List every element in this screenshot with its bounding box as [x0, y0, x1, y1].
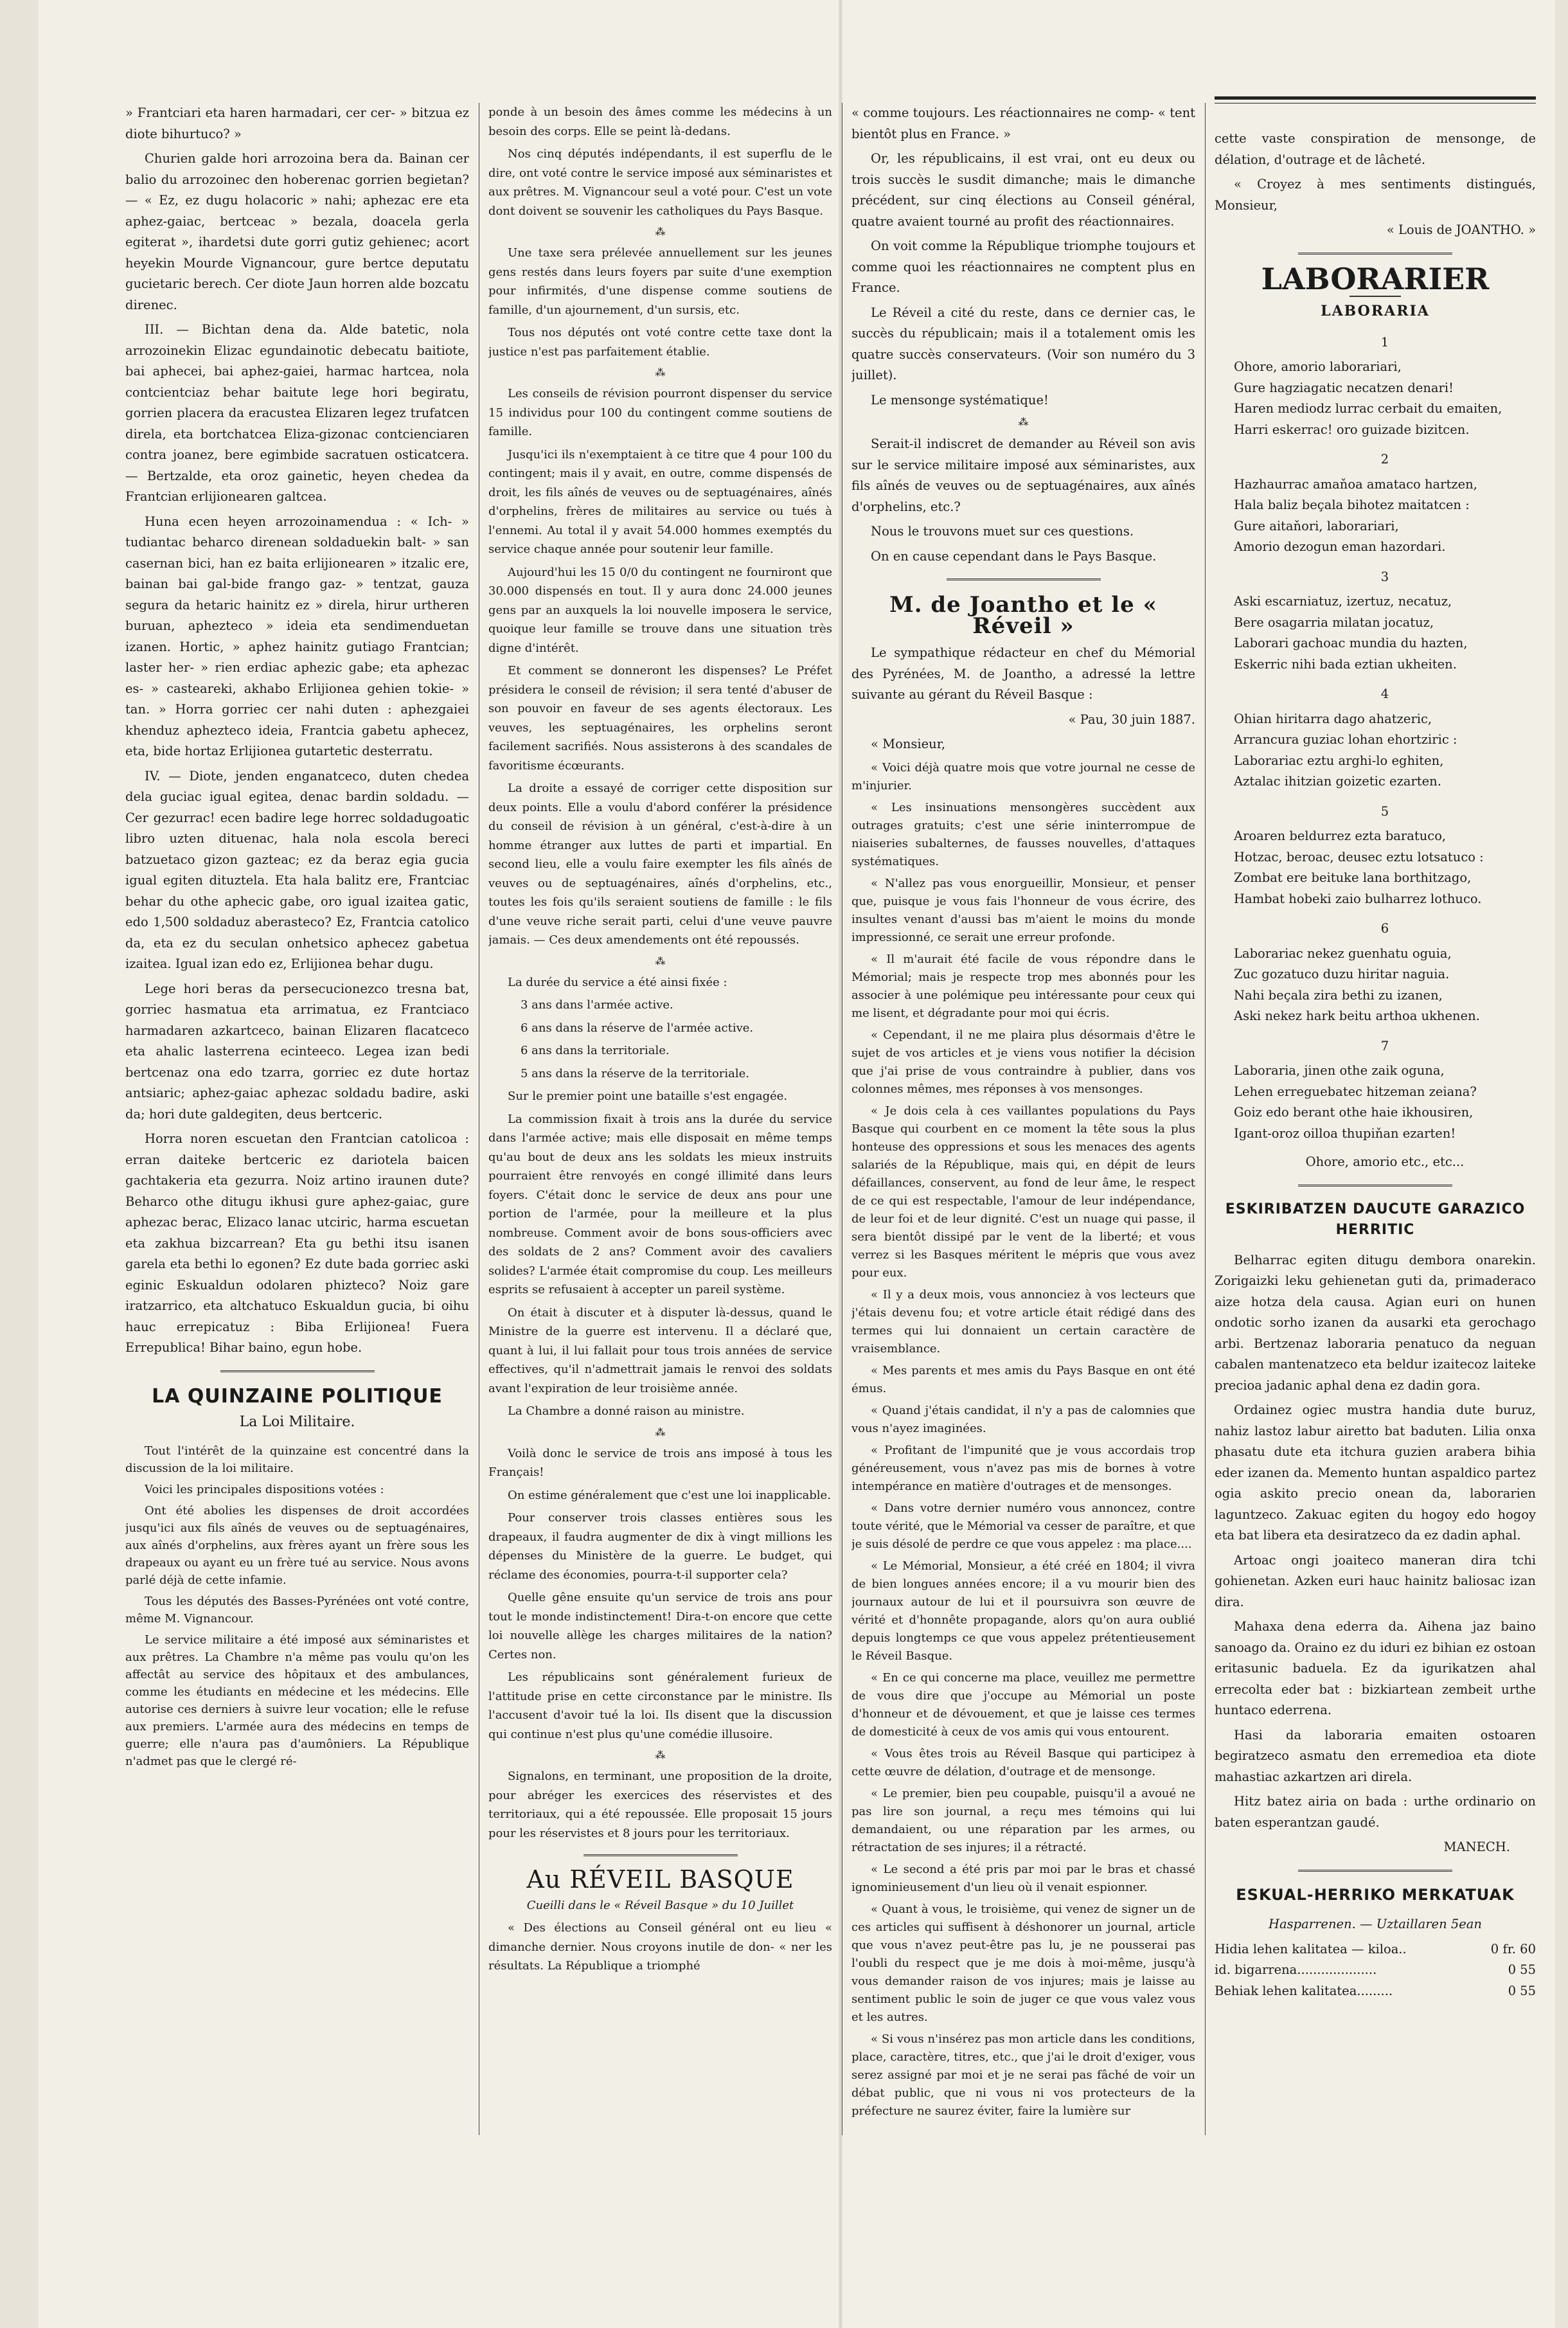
paragraph: Hitz batez airia on bada : urthe ordinario on baten esperantzan gaudé. [1215, 1794, 1536, 1830]
paragraph: Signalons, en terminant, une proposition de la droite, pour abréger les exercices des réservistes et des territoriaux, qui a été repoussée. Elle proposait 15 jours pour les réservistes et 8 jours pour les territoriaux. [488, 1769, 832, 1840]
paragraph: « Croyez à mes sentiments distingués, Monsieur, [1215, 177, 1536, 213]
paragraph: Horra noren escuetan den Frantcian catolicoa : erran daiteke bertceric ez dariotela baicen gachtakeria eta gezurra. Noiz artino iraunen dute? Beharco othe ditugu ikhusi gure aphez-gaiac, gure aphezac berac, Elizaco lanac utciric, harma escuetan eta zakhua bizcarrean? Eta gu bethi itsu isanen garela eta bethi lo egonen? Ez dute bada gorriec aski eginic Eskualdun odolaren phizteco? Noiz gare iratzarrico, eta altchatuco Eskualdun gucia, bi oihu hauc errepicatuz : Biba Erlijionea! Fuera Errepublica! Bihar baino, egun hobe. [125, 1131, 469, 1355]
verse-line: Aztalac ihitzian goizetic ezarten. [1234, 774, 1441, 789]
letter-paragraph: « Cependant, il ne me plaira plus désormais d'être le sujet de vos articles et je viens vous notifier la décision que j'ai prise de vous contraindre à publier, dans vos colonnes mêmes, mes réponses à vos mensonges. [851, 1028, 1195, 1096]
market-row [1215, 1981, 1536, 2002]
letter-paragraph: « Mes parents et mes amis du Pays Basque en ont été émus. [851, 1363, 1195, 1395]
top-rule [1215, 96, 1536, 100]
duration-item: 6 ans dans la réserve de l'armée active. [521, 1021, 754, 1035]
letter-salutation: « Monsieur, [871, 737, 946, 751]
verse-line: Zombat ere beituke lana borthitzago, [1234, 870, 1472, 885]
paragraph: Sur le premier point une bataille s'est engagée. [508, 1089, 788, 1103]
separator-stars: ⁂ [655, 1749, 666, 1761]
paragraph: Mahaxa dena ederra da. Aihena jaz baino sanoago da. Oraino ez du iduri ez bihian ez ostoan eritasunic baduela. Ez da igurikatzen ahal errecolta eder bat : bizkiartean zembeit urthe huntaco ederrena. [1215, 1619, 1536, 1717]
verse-line: Nahi beçala zira bethi zu izanen, [1234, 987, 1443, 1003]
letter-paragraph: « Il m'aurait été facile de vous répondre dans le Mémorial; mais je respecte trop mes abonnés pour les associer à une polémique peu intéressante pour ceux qui me lisent, et dégradante pour moi qui écris. [851, 952, 1195, 1020]
market-row [1215, 1960, 1536, 1981]
separator-stars: ⁂ [655, 954, 666, 967]
market-row [1215, 1939, 1536, 1960]
section-rule [220, 1370, 375, 1374]
paragraph: cette vaste conspiration de mensonge, de délation, d'outrage et de lâcheté. [1215, 131, 1536, 167]
verse-line: Bere osagarria milatan jocatuz, [1234, 614, 1434, 630]
letter-paragraph: « Les insinuations mensongères succèdent aux outrages gratuits; c'est une série ininterrompue de niaiseries subalternes, de fausses nouvelles, d'attaques systématiques. [851, 800, 1195, 868]
paragraph: Nos cinq députés indépendants, il est superflu de le dire, ont voté contre le service imposé aux séminaristes et aux prêtres. M. Vignancour seul a voté pour. C'est un vote dont doivent se souvenir les catholiques du Pays Basque. [488, 147, 832, 218]
verse-line: Laboraria, jinen othe zaik oguna, [1234, 1063, 1445, 1078]
paragraph: Pour conserver trois classes entières sous les drapeaux, il faudra augmenter de dix à vingt millions les dépenses du Ministère de la guerre. Le budget, qui réclame des économies, pourra-t-il supporter cela? [488, 1511, 832, 1582]
verse-line: Amorio dezogun eman hazordari. [1234, 539, 1446, 554]
verse-line: Gure aitaňori, laborariari, [1234, 518, 1399, 533]
letter-paragraph: « En ce qui concerne ma place, veuillez me permettre de vous dire que j'occupe au Mémorial un poste d'honneur et de dévouement, et que je laisse ces termes de domesticité à ceux de vos amis qui vous entourent. [851, 1670, 1195, 1739]
letter-paragraph: « Le premier, bien peu coupable, puisqu'il a avoué ne pas lire son journal, a reçu mes témoins qui lui demandaient, ou une réparation par les armes, ou rétractation de ses injures; il a rétracté. [851, 1786, 1195, 1854]
signature: MANECH. [1443, 1840, 1510, 1854]
stanza-number: 5 [1380, 803, 1389, 819]
column-1 [125, 103, 469, 2135]
letter-paragraph: « Voici déjà quatre mois que votre journal ne cesse de m'injurier. [851, 760, 1195, 792]
verse-line: Arrancura guziac lohan ehortziric : [1234, 732, 1457, 747]
letter-paragraph: « Dans votre dernier numéro vous annoncez, contre toute vérité, que le Mémorial va cesser de paraître, et que je suis désolé de perdre ce que vous appelez : ma place.... [851, 1501, 1195, 1551]
paragraph: Tous les députés des Basses-Pyrénées ont voté contre, même M. Vignancour. [125, 1594, 469, 1625]
letter-paragraph: « N'allez pas vous enorgueillir, Monsieur, et penser que, puisque je vous fais l'honneur de vous écrire, des insultes venant d'aussi bas m'aient le moins du monde impressionné, ce serait une erreur profonde. [851, 876, 1195, 944]
column-3 [851, 103, 1195, 2135]
paragraph: La Chambre a donné raison au ministre. [508, 1404, 745, 1418]
section-heading: M. de Joantho et le « Réveil » [889, 592, 1157, 639]
paragraph: On voit comme la République triomphe toujours et comme quoi les réactionnaires ne comptent plus en France. [851, 238, 1195, 295]
column-2 [488, 103, 832, 2135]
market-item: Behiak lehen kalitatea......... [1215, 1983, 1393, 1998]
verse-line: Hala baliz beçala bihotez maitatcen : [1234, 497, 1470, 512]
market-price: 0 55 [1508, 1983, 1536, 1998]
paragraph: Jusqu'ici ils n'exemptaient à ce titre que 4 pour 100 du contingent; mais il y avait, en outre, comme dispensés de droit, les fils aînés de veuves ou de septuagénaires, aînés d'orphelins, frères de militaires au service ou tués à l'ennemi. Au total il y avait 54.000 hommes exemptés du service chaque année pour soutenir leur famille. [488, 447, 832, 556]
section-heading: Au RÉVEIL BASQUE [526, 1865, 794, 1894]
market-price: 0 55 [1508, 1962, 1536, 1977]
paragraph: « comme toujours. Les réactionnaires ne comp- « tent bientôt plus en France. » [851, 105, 1195, 141]
verse-line: Gure hagziagatic necatzen denari! [1234, 380, 1454, 395]
letter-paragraph: « Quand j'étais candidat, il n'y a pas de calomnies que vous n'ayez imaginées. [851, 1403, 1195, 1435]
separator-stars: ⁂ [1018, 416, 1029, 428]
letter-paragraph: « Je dois cela à ces vaillantes populations du Pays Basque qui courbent en ce moment la tête sous la plus honteuse des oppressions et sous les menaces des agents salariés de la République, mais qui, en dépit de leurs défaillances, conservent, au fond de leur âme, le respect de ce qui est respectable, l'amour de leur indépendance, de leur foi et de leur dignité. C'est un nuage qui passe, il sera bientôt dissipé par le vent de la liberté; et vous verrez si les Basques méritent le mépris que vous avez pour eux. [851, 1104, 1195, 1280]
verse-line: Harri eskerrac! oro guizade bizitcen. [1234, 422, 1470, 437]
letter-paragraph: « Profitant de l'impunité que je vous accordais trop généreusement, vous n'avez pas mis de bornes à votre intempérance en matière d'outrages et de mensonges. [851, 1443, 1195, 1493]
letter-paragraph: « Vous êtes trois au Réveil Basque qui participez à cette œuvre de délation, d'outrage et de mensonge. [851, 1746, 1195, 1778]
paragraph: III. — Bichtan dena da. Alde batetic, nola arrozoinekin Elizac egundainotic debecatu baitiote, bai aphecei, bai aphez-gaiei, harmac hartcea, nola contcientciaz behar baitute lege hori begiratu, gorrien placera da eracustea Elizaren legez trufatcen direla, eta bortchatcea Eliza-gizonac contcienciaren contra joanez, bere egimbide sacratuen osticatcera. — Bertzalde, eta oroz gainetic, heyen chedea da Frantcian erlijionearen galtcea. [125, 322, 469, 504]
verse-line: Laborariac eztu arghi-lo eghiten, [1234, 753, 1444, 768]
stanza-number: 1 [1380, 334, 1389, 350]
section-heading: LABORARIER [1261, 261, 1490, 296]
paragraph: Churien galde hori arrozoina bera da. Bainan cer balio du arrozoinec den hoberenac gorrien begietan? — « Ez, ez dugu holacoric » nahi; aphezac ere eta aphez-gaiac, bertceac » bezala, doacela gerla egiterat », ihardetsi dute gorri gutiz gehienec; acort heyekin Mourde Vignancour, gure bertce deputatu gucietaric berech. Cer diote Jaun horren alde bozcatu direnec. [125, 151, 469, 312]
letter-signature: « Louis de JOANTHO. » [1386, 222, 1536, 237]
paragraph: La droite a essayé de corriger cette disposition sur deux points. Elle a voulu d'abord conférer la présidence du conseil de révision à un général, c'est-à-dire à un homme étranger aux luttes de parti et impartial. En second lieu, elle a voulu faire exempter les fils aînés de veuves ou de septuagénaires, aînés d'orphelins, etc., toutes les fois qu'ils seraient soutiens de famille : le fils d'une veuve riche serait parti, celui d'une veuve pauvre jamais. — Ces deux amendements ont été repoussés. [488, 782, 832, 947]
paragraph: Tout l'intérêt de la quinzaine est concentré dans la discussion de la loi militaire. [125, 1444, 469, 1475]
verse-line: Laborariac nekez guenhatu oguia, [1234, 945, 1452, 961]
section-heading: ESKUAL-HERRIKO MERKATUAK [1236, 1885, 1515, 1904]
separator-stars: ⁂ [655, 226, 666, 238]
section-rule [1298, 1185, 1452, 1188]
paragraph: Hasi da laboraria emaiten ostoaren begiratzeco asmatu den erremedioa eta diote mahastiac azkartzen ari direla. [1215, 1727, 1536, 1784]
paragraph: Quelle gêne ensuite qu'un service de trois ans pour tout le monde indistinctement! Dira-t-on encore que cette loi nouvelle allège les charges militaires de la nation? Certes non. [488, 1591, 832, 1661]
paragraph: Belharrac egiten ditugu dembora onarekin. Zorigaizki leku gehienetan guti da, primaderaco aize hotza dela causa. Agian euri on hunen ondotic sorho izanen da ausarki eta gerochago arbi. Bertzenaz laboraria penatuco da neguan cabalen mantenatzeco eta beldur izaitecoz laiteke precioa jadanic aphal dena ez dadin gora. [1215, 1252, 1536, 1393]
section-rule [947, 578, 1101, 582]
market-item: id. bigarrena.................... [1215, 1962, 1377, 1977]
paragraph: ponde à un besoin des âmes comme les médecins à un besoin des corps. Elle se peint là-dedans. [488, 105, 832, 138]
paragraph: Les républicains sont généralement furieux de l'attitude prise en cette circonstance par le ministre. Ils l'accusent d'avoir tué la loi. Ils disent que la discussion qui continue n'est plus qu'une comédie illusoire. [488, 1670, 832, 1741]
verse-line: Aroaren beldurrez ezta baratuco, [1234, 828, 1447, 843]
paragraph: Huna ecen heyen arrozoinamendua : « Ich- » tudiantac beharco direnean soldaduekin balt- » san casernan bici, han ez baita erlijionearen » itzalic ere, bainan bai gal-bide frango gaz- » tentzat, gauza segura da hetaric hainitz ez » direla, hirur urtheren buruan, aphezteco » ideia eta sendimenduetan izanen. Hortic, » aphez hainitz gutiago Frantcian; laster her- » rien erdiac aphezic gabe; eta aphezac es- » casteareki, akhabo Erlijionea gehien tokie- » tan. » Horra gorriec cer nahi duten : aphezgaiei khenduz aphezteco ideia, Frantcia gabetu aphecez, eta, bide hortaz Erlijionea gutartetic desterratu. [125, 514, 469, 758]
letter-paragraph: « Le Mémorial, Monsieur, a été créé en 1804; il vivra de bien longues années encore; il a vu mourir bien des journaux autour de lui et il poursuivra son œuvre de vérité et d'honnête propagande, alors qu'on aura oublié depuis longtemps ce que vous appelez prétentieusement le Réveil Basque. [851, 1559, 1195, 1663]
verse-line: Ohore, amorio etc., etc... [1305, 1154, 1465, 1169]
paragraph: IV. — Diote, jenden enganatceco, duten chedea dela guciac igual egitea, denac bardin soldadu. — Cer gezurrac! ecen badire lege horrec soldadugoatic libro uzten dituenac, hala nola escola bereci batzuetaco gizon gazteac; ez da beraz egia gucia igual egiten dituztela. Eta hala balitz ere, Frantciac behar du othe aphecic gabe, oro igual izaitea gatic, edo 1,500 soldaduz aberasteco? Ez, Frantcia catolico da, eta ez du seculan onhetsico aphecez gabetua izaitea. Igual izan edo ez, Erlijionea behar dugu. [125, 768, 469, 971]
paragraph: La durée du service a été ainsi fixée : [508, 975, 727, 989]
duration-item: 6 ans dans la territoriale. [521, 1044, 670, 1057]
paragraph: Le service militaire a été imposé aux séminaristes et aux prêtres. La Chambre n'a même pas voulu qu'on les affectât au service des hôpitaux et des ambulances, comme les étudiants en médecine et les médecins. Elle autorise ces derniers à suivre leur vocation; elle le refuse aux premiers. L'armée aura des médecins en temps de guerre; elle n'aura pas d'aumôniers. La République n'admet pas que le clergé ré- [125, 1633, 469, 1768]
verse-line: Zuc gozatuco duzu hiritar naguia. [1234, 967, 1450, 981]
verse-line: Haren mediodz lurrac cerbait du emaiten, [1234, 401, 1502, 416]
paragraph: Et comment se donneront les dispenses? Le Préfet présidera le conseil de révision; il sera tenté d'abuser de son pouvoir en faveur de ses agents électoraux. Les veuves, les septuagénaires, les orphelins seront facilement sacrifiés. Nous assisterons à des scandales de favoritisme écœurants. [488, 664, 832, 773]
verse-line: Hambat hobeki zaio bulharrez lothuco. [1234, 891, 1482, 906]
market-item: Hidia lehen kalitatea — kiloa.. [1215, 1941, 1407, 1956]
paragraph: Ont été abolies les dispenses de droit accordées jusqu'ici aux fils aînés de veuves ou de septuagénaires, aux aînés d'orphelins, aux frères ayant un frère sous les drapeaux ou ayant eu un frère tué au service. Nous avons parlé déjà de cette infamie. [125, 1503, 469, 1587]
section-heading: LA QUINZAINE POLITIQUE [152, 1384, 443, 1408]
letter-paragraph: « Il y a deux mois, vous annonciez à vos lecteurs que j'étais devenu fou; et votre article était rédigé dans des termes qui lui donnaient un certain caractère de vraisemblance. [851, 1287, 1195, 1356]
column-rule [1205, 103, 1206, 2135]
newspaper-page [39, 0, 1555, 2328]
verse-line: Ohore, amorio laborariari, [1234, 359, 1402, 374]
stanza-number: 7 [1380, 1038, 1389, 1053]
section-heading: ESKIRIBATZEN DAUCUTE GARAZICO HERRITIC [1225, 1201, 1526, 1238]
letter-date: « Pau, 30 juin 1887. [1068, 712, 1195, 727]
duration-item: 5 ans dans la réserve de la territoriale. [521, 1066, 750, 1080]
paragraph: Voilà donc le service de trois ans imposé à tous les Français! [488, 1446, 832, 1479]
paragraph: On en cause cependant dans le Pays Basque. [871, 548, 1157, 564]
verse-line: Aski nekez hark beitu arthoa ukhenen. [1234, 1008, 1480, 1023]
separator-stars: ⁂ [655, 1426, 666, 1438]
stanza-number: 6 [1380, 921, 1389, 936]
paragraph: » Frantciari eta haren harmadari, cer cer- » bitzua ez diote bihurtuco? » [125, 105, 469, 141]
source-note: Cueilli dans le « Réveil Basque » du 10 Juillet [526, 1898, 794, 1912]
letter-paragraph: « Si vous n'insérez pas mon article dans les conditions, place, caractère, titres, etc., que j'ai le droit d'exiger, vous serez assigné par moi et je ne serai pas fâché de voir un débat public, que ni vous ni vos protecteurs de la préfecture ne saurez éviter, faire la lumière sur [851, 2032, 1195, 2118]
section-rule [584, 1854, 738, 1858]
section-rule [1298, 1870, 1452, 1873]
paragraph: Une taxe sera prélevée annuellement sur les jeunes gens restés dans leurs foyers par suite d'une exemption pour infirmités, d'une dispense comme soutiens de famille, d'un ajournement, d'un sursis, etc. [488, 246, 832, 317]
subheading: LABORARIA [1321, 303, 1430, 319]
verse-line: Eskerric nihi bada eztian ukheiten. [1234, 656, 1457, 672]
section-rule [1298, 253, 1452, 256]
paragraph: Le sympathique rédacteur en chef du Mémorial des Pyrénées, M. de Joantho, a adressé la lettre suivante au gérant du Réveil Basque : [851, 645, 1195, 702]
verse-line: Ohian hiritarra dago ahatzeric, [1234, 711, 1432, 726]
paragraph: Lege hori beras da persecucionezco tresna bat, gorriec hasmatua eta arrimatua, ez Frantciaco harmadaren azkartceco, bainan Elizaren flacatceco eta ahalic lasterrena ecinteeco. Legea izan bedi bertcenaz ona edo tzarra, gorriec ez dute hortaz antsiaric; aphez-gaiac aphezac soldadu badire, aski da; hori dute galdegiten, deus bertceric. [125, 981, 469, 1122]
paragraph: On estime généralement que c'est une loi inapplicable. [508, 1488, 831, 1502]
column-4 [1215, 129, 1536, 2135]
verse-line: Hazhaurrac amaňoa amataco hartzen, [1234, 476, 1477, 492]
stanza-number: 2 [1380, 452, 1389, 467]
paragraph: Ordainez ogiec mustra handia dute buruz, nahiz lastoz labur airetto bat baduten. Lilia onxa phasatu dute eta itchura guzien arabera bihia eder izanen da. Memento huntan aspaldico partez ogia askito precio onean da, laborarien laguntzeco. Zakuac egiten du hogoy edo hogoy eta bat libera eta desiratzeco da ez dadin aphal. [1215, 1402, 1536, 1543]
subheading: La Loi Militaire. [239, 1414, 355, 1430]
paragraph: Aujourd'hui les 15 0/0 du contingent ne fourniront que 30.000 dispensés en tout. Il y aura donc 24.000 jeunes gens par an auxquels la loi nouvelle imposera le service, quoique leur famille se trouve dans une situation très digne d'intérêt. [488, 565, 832, 655]
letter-paragraph: « Le second a été pris par moi par le bras et chassé ignominieusement d'un lieu où il venait espionner. [851, 1862, 1195, 1894]
market-place: Hasparrenen. — Uztaillaren 5ean [1269, 1917, 1482, 1931]
letter-paragraph: « Quant à vous, le troisième, qui venez de signer un de ces articles qui suffisent à déshonorer un journal, article que vous n'avez peut-être pas lu, je ne pousserai pas l'oubli du respect que je me dois à moi-même, jusqu'à vous demander raison de vos injures; mais je laisse au sentiment public le soin de juger ce que vous valez vous et les autres. [851, 1902, 1195, 2024]
stanza-number: 4 [1380, 686, 1389, 701]
paragraph: Serait-il indiscret de demander au Réveil son avis sur le service militaire imposé aux séminaristes, aux fils aînés de veuves ou de septuagénaires, aux aînés d'orphelins, etc.? [851, 436, 1195, 514]
paragraph: Le Réveil a cité du reste, dans ce dernier cas, le succès du républicain; mais il a totalement omis les quatre succès conservateurs. (Voir son numéro du 3 juillet). [851, 305, 1195, 382]
verse-line: Lehen erreguebatec hitzeman zeiana? [1234, 1084, 1477, 1099]
verse-line: Hotzac, beroac, deusec eztu lotsatuco : [1234, 849, 1484, 864]
paragraph: Artoac ongi joaiteco maneran dira tchi gohienetan. Azken euri hauc hainitz baliosac izan dira. [1215, 1552, 1536, 1609]
paragraph: Tous nos députés ont voté contre cette taxe dont la justice n'est pas parfaitement établie. [488, 326, 832, 359]
paragraph: Or, les républicains, il est vrai, ont eu deux ou trois succès le susdit dimanche; mais le dimanche précédent, sur cinq élections au Conseil général, quatre avaient tourné au profit des réactionnaires. [851, 151, 1195, 229]
paragraph: Nous le trouvons muet sur ces questions. [871, 524, 1134, 539]
poem [1215, 332, 1536, 1173]
paragraph: « Des élections au Conseil général ont eu lieu « dimanche dernier. Nous croyons inutile de don- « ner les résultats. La République a triomphé [488, 1921, 832, 1973]
verse-line: Igant-oroz oilloa thupiňan ezarten! [1234, 1125, 1456, 1141]
verse-line: Goiz edo berant othe haie ikhousiren, [1234, 1105, 1474, 1120]
stanza-number: 3 [1380, 569, 1389, 584]
paragraph: Le mensonge systématique! [871, 392, 1049, 407]
separator-stars: ⁂ [655, 366, 666, 379]
paragraph: Les conseils de révision pourront dispenser du service 15 individus pour 100 du contingent comme soutiens de famille. [488, 387, 832, 438]
duration-item: 3 ans dans l'armée active. [521, 998, 673, 1012]
market-price: 0 fr. 60 [1490, 1941, 1536, 1956]
verse-line: Aski escarniatuz, izertuz, necatuz, [1234, 594, 1452, 609]
verse-line: Laborari gachoac mundia du hazten, [1234, 636, 1468, 650]
paragraph: Voici les principales dispositions votées : [145, 1482, 384, 1496]
paragraph: La commission fixait à trois ans la durée du service dans l'armée active; mais elle disposait en même temps qu'au bout de deux ans les soldats les mieux instruits pourraient être renvoyés en congé illimité dans leurs foyers. C'était donc le service de deux ans pour une portion de l'armée, pour la meilleure et la plus nombreuse. Comment avoir de bons sous-officiers avec des soldats de 2 ans? Comment avoir des cavaliers solides? L'armée était compromise du coup. Les meilleurs esprits se refusaient à accepter un pareil système. [488, 1112, 832, 1296]
paragraph: On était à discuter et à disputer là-dessus, quand le Ministre de la guerre est intervenu. Il a déclaré que, quant à lui, il lui fallait pour tous trois années de service effectives, qu'il n'admettrait jamais le renvoi des soldats avant l'expiration de leur troisième année. [488, 1305, 832, 1395]
